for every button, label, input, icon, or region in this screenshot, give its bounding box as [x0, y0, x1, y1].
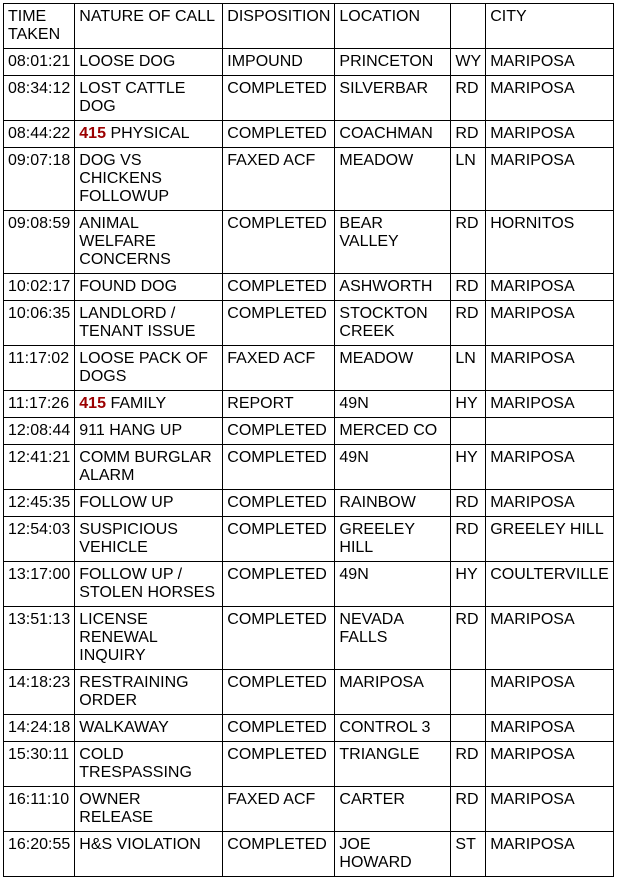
- cell-nature: [75, 445, 223, 490]
- cell-disposition: COMPLETED: [223, 832, 335, 877]
- nature-text: COLD TRESPASSING: [79, 746, 192, 781]
- cell-street-suffix: RD: [451, 121, 486, 148]
- cell-disposition: REPORT: [223, 391, 335, 418]
- cell-city: MARIPOSA: [486, 715, 614, 742]
- cell-location: TRIANGLE: [335, 742, 451, 787]
- cell-street-suffix: [451, 670, 486, 715]
- cell-city: [486, 418, 614, 445]
- cell-city: GREELEY HILL: [486, 517, 614, 562]
- cell-street-suffix: WY: [451, 49, 486, 76]
- cell-location: 49N: [335, 391, 451, 418]
- cell-city: MARIPOSA: [486, 76, 614, 121]
- table-row: [4, 562, 614, 607]
- table-row: [4, 49, 614, 76]
- table-row: [4, 391, 614, 418]
- cell-street-suffix: [451, 715, 486, 742]
- cell-location: 49N: [335, 562, 451, 607]
- cell-street-suffix: RD: [451, 76, 486, 121]
- cell-nature: [75, 832, 223, 877]
- cell-city: MARIPOSA: [486, 490, 614, 517]
- cell-time: 13:17:00: [4, 562, 75, 607]
- cell-street-suffix: RD: [451, 787, 486, 832]
- cell-disposition: COMPLETED: [223, 670, 335, 715]
- cell-location: PRINCETON: [335, 49, 451, 76]
- cell-disposition: COMPLETED: [223, 301, 335, 346]
- table-row: [4, 787, 614, 832]
- cell-location: MEADOW: [335, 148, 451, 211]
- header-city: CITY: [486, 4, 614, 49]
- cell-street-suffix: RD: [451, 301, 486, 346]
- cell-location: CONTROL 3: [335, 715, 451, 742]
- cell-location: BEAR VALLEY: [335, 211, 451, 274]
- cell-street-suffix: RD: [451, 607, 486, 670]
- cell-city: MARIPOSA: [486, 832, 614, 877]
- cell-nature: [75, 148, 223, 211]
- cell-nature: [75, 715, 223, 742]
- cell-nature: [75, 76, 223, 121]
- cell-city: MARIPOSA: [486, 607, 614, 670]
- nature-text: LOOSE DOG: [79, 53, 176, 70]
- cell-location: GREELEY HILL: [335, 517, 451, 562]
- cell-street-suffix: LN: [451, 346, 486, 391]
- cell-city: COULTERVILLE: [486, 562, 614, 607]
- cell-location: COACHMAN: [335, 121, 451, 148]
- cell-city: MARIPOSA: [486, 391, 614, 418]
- table-row: [4, 274, 614, 301]
- nature-text: RESTRAINING ORDER: [79, 674, 189, 709]
- cell-disposition: COMPLETED: [223, 715, 335, 742]
- table-row: [4, 346, 614, 391]
- cell-city: MARIPOSA: [486, 121, 614, 148]
- cell-nature: [75, 211, 223, 274]
- cell-location: NEVADA FALLS: [335, 607, 451, 670]
- cell-street-suffix: RD: [451, 517, 486, 562]
- cell-location: RAINBOW: [335, 490, 451, 517]
- cell-nature: [75, 787, 223, 832]
- cell-time: 11:17:02: [4, 346, 75, 391]
- cell-street-suffix: RD: [451, 742, 486, 787]
- cell-time: 08:44:22: [4, 121, 75, 148]
- nature-text: 911 HANG UP: [79, 422, 183, 439]
- cell-street-suffix: HY: [451, 445, 486, 490]
- cell-time: 08:01:21: [4, 49, 75, 76]
- cell-disposition: COMPLETED: [223, 121, 335, 148]
- cell-location: MERCED CO: [335, 418, 451, 445]
- cell-time: 10:02:17: [4, 274, 75, 301]
- cell-disposition: FAXED ACF: [223, 148, 335, 211]
- header-street-suffix: [451, 4, 486, 49]
- cell-nature: [75, 517, 223, 562]
- cell-street-suffix: RD: [451, 490, 486, 517]
- table-row: [4, 517, 614, 562]
- cell-disposition: COMPLETED: [223, 562, 335, 607]
- table-row: [4, 76, 614, 121]
- header-time-taken: TIME TAKEN: [4, 4, 75, 49]
- cell-disposition: COMPLETED: [223, 490, 335, 517]
- nature-text: LANDLORD / TENANT ISSUE: [79, 305, 196, 340]
- cell-nature: [75, 490, 223, 517]
- cell-location: 49N: [335, 445, 451, 490]
- cell-time: 16:11:10: [4, 787, 75, 832]
- cell-city: HORNITOS: [486, 211, 614, 274]
- header-nature-of-call: NATURE OF CALL: [75, 4, 223, 49]
- nature-text: FOLLOW UP: [79, 494, 174, 511]
- cell-disposition: FAXED ACF: [223, 346, 335, 391]
- cell-street-suffix: RD: [451, 274, 486, 301]
- header-disposition: DISPOSITION: [223, 4, 335, 49]
- nature-text: ANIMAL WELFARE CONCERNS: [79, 215, 171, 268]
- cell-street-suffix: RD: [451, 211, 486, 274]
- table-row: [4, 301, 614, 346]
- cell-disposition: IMPOUND: [223, 49, 335, 76]
- cell-time: 09:08:59: [4, 211, 75, 274]
- nature-text: SUSPICIOUS VEHICLE: [79, 521, 178, 556]
- cell-nature: [75, 346, 223, 391]
- table-row: [4, 148, 614, 211]
- nature-text: FAMILY: [110, 395, 167, 412]
- table-row: [4, 607, 614, 670]
- call-log-table: [3, 3, 614, 877]
- cell-location: MARIPOSA: [335, 670, 451, 715]
- cell-location: ASHWORTH: [335, 274, 451, 301]
- table-row: [4, 121, 614, 148]
- cell-nature: [75, 562, 223, 607]
- cell-street-suffix: [451, 418, 486, 445]
- call-code: 415: [79, 395, 106, 412]
- nature-text: LICENSE RENEWAL INQUIRY: [79, 611, 158, 664]
- cell-nature: [75, 670, 223, 715]
- cell-nature: [75, 742, 223, 787]
- cell-time: 12:08:44: [4, 418, 75, 445]
- nature-text: OWNER RELEASE: [79, 791, 154, 826]
- cell-city: MARIPOSA: [486, 742, 614, 787]
- cell-disposition: COMPLETED: [223, 274, 335, 301]
- table-row: [4, 832, 614, 877]
- cell-nature: [75, 49, 223, 76]
- cell-time: 15:30:11: [4, 742, 75, 787]
- cell-time: 11:17:26: [4, 391, 75, 418]
- nature-text: COMM BURGLAR ALARM: [79, 449, 212, 484]
- cell-city: MARIPOSA: [486, 346, 614, 391]
- cell-location: STOCKTON CREEK: [335, 301, 451, 346]
- cell-nature: [75, 301, 223, 346]
- table-row: [4, 715, 614, 742]
- cell-time: 08:34:12: [4, 76, 75, 121]
- nature-text: PHYSICAL: [110, 125, 190, 142]
- nature-text: LOST CATTLE DOG: [79, 80, 186, 115]
- nature-text: FOLLOW UP / STOLEN HORSES: [79, 566, 216, 601]
- cell-nature: [75, 121, 223, 148]
- cell-location: SILVERBAR: [335, 76, 451, 121]
- cell-location: CARTER: [335, 787, 451, 832]
- cell-city: MARIPOSA: [486, 787, 614, 832]
- cell-disposition: COMPLETED: [223, 742, 335, 787]
- cell-time: 12:45:35: [4, 490, 75, 517]
- header-row: [4, 4, 614, 49]
- header-location: LOCATION: [335, 4, 451, 49]
- cell-city: MARIPOSA: [486, 445, 614, 490]
- cell-street-suffix: ST: [451, 832, 486, 877]
- cell-street-suffix: LN: [451, 148, 486, 211]
- table-row: [4, 445, 614, 490]
- nature-text: H&S VIOLATION: [79, 836, 201, 853]
- table-row: [4, 211, 614, 274]
- nature-text: DOG VS CHICKENS FOLLOWUP: [79, 152, 170, 205]
- cell-nature: [75, 391, 223, 418]
- cell-city: MARIPOSA: [486, 274, 614, 301]
- cell-nature: [75, 607, 223, 670]
- cell-city: MARIPOSA: [486, 301, 614, 346]
- cell-city: MARIPOSA: [486, 49, 614, 76]
- cell-time: 14:24:18: [4, 715, 75, 742]
- cell-disposition: COMPLETED: [223, 76, 335, 121]
- cell-time: 12:41:21: [4, 445, 75, 490]
- cell-time: 13:51:13: [4, 607, 75, 670]
- cell-street-suffix: HY: [451, 562, 486, 607]
- cell-time: 16:20:55: [4, 832, 75, 877]
- cell-time: 12:54:03: [4, 517, 75, 562]
- table-row: [4, 742, 614, 787]
- nature-text: FOUND DOG: [79, 278, 178, 295]
- cell-time: 09:07:18: [4, 148, 75, 211]
- cell-disposition: COMPLETED: [223, 607, 335, 670]
- cell-location: MEADOW: [335, 346, 451, 391]
- call-code: 415: [79, 125, 106, 142]
- cell-nature: [75, 418, 223, 445]
- nature-text: LOOSE PACK OF DOGS: [79, 350, 208, 385]
- cell-location: JOE HOWARD: [335, 832, 451, 877]
- cell-street-suffix: HY: [451, 391, 486, 418]
- cell-disposition: COMPLETED: [223, 418, 335, 445]
- table-row: [4, 490, 614, 517]
- cell-disposition: COMPLETED: [223, 445, 335, 490]
- table-row: [4, 418, 614, 445]
- cell-disposition: COMPLETED: [223, 211, 335, 274]
- cell-nature: [75, 274, 223, 301]
- cell-city: MARIPOSA: [486, 148, 614, 211]
- cell-time: 14:18:23: [4, 670, 75, 715]
- cell-time: 10:06:35: [4, 301, 75, 346]
- cell-disposition: FAXED ACF: [223, 787, 335, 832]
- cell-city: MARIPOSA: [486, 670, 614, 715]
- cell-disposition: COMPLETED: [223, 517, 335, 562]
- table-row: [4, 670, 614, 715]
- nature-text: WALKAWAY: [79, 719, 169, 736]
